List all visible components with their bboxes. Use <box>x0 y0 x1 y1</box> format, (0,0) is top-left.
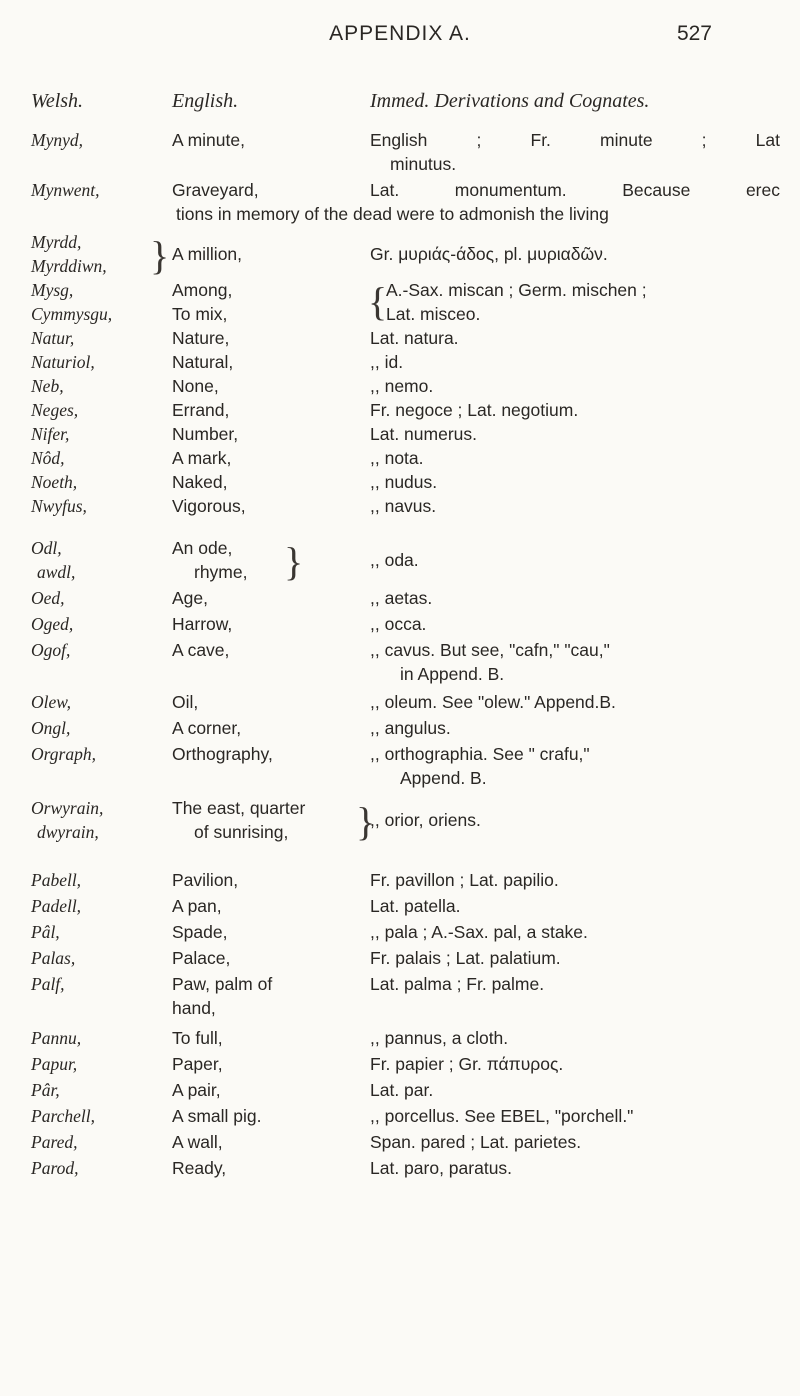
english-meaning: A small pig. <box>172 1106 262 1126</box>
english-meaning: Errand, <box>172 400 230 420</box>
english-meaning: Spade, <box>172 922 228 942</box>
english-meaning: The east, quarter of sunrising, <box>172 798 306 842</box>
derivation-continuation: tions in memory of the dead were to admonish the living <box>176 204 609 224</box>
derivation-text: Lat. palma ; Fr. palme. <box>370 974 545 994</box>
welsh-word: Nôd, <box>31 448 65 468</box>
entry-row <box>0 1130 800 1156</box>
welsh-word: Parchell, <box>31 1106 95 1126</box>
english-meaning: Graveyard, <box>172 180 259 200</box>
welsh-word: Pabell, <box>31 870 82 890</box>
english-meaning: A wall, <box>172 1132 223 1152</box>
entry-row <box>0 278 800 326</box>
entry-row <box>0 1104 800 1130</box>
derivation-text: Lat. patella. <box>370 896 461 916</box>
welsh-word: Mynwent, <box>31 180 100 200</box>
welsh-word: Ogof, <box>31 640 71 660</box>
derivation-text: English ; Fr. minute ; Lat minutus. <box>370 130 780 174</box>
english-column-heading: English. <box>172 90 239 112</box>
english-meaning: Paper, <box>172 1054 223 1074</box>
welsh-word: Nwyfus, <box>31 496 87 516</box>
page-number: 527 <box>676 22 712 45</box>
brace-glyph: } <box>150 233 170 278</box>
english-meaning: Ready, <box>172 1158 227 1178</box>
entry-row <box>0 638 800 690</box>
english-meaning: A pan, <box>172 896 222 916</box>
entry-row <box>0 868 800 894</box>
english-meaning: None, <box>172 376 219 396</box>
entry-row <box>0 972 800 1026</box>
english-meaning: Nature, <box>172 328 230 348</box>
entry-row <box>0 350 800 374</box>
welsh-column-heading: Welsh. <box>31 90 84 112</box>
derivation-text: Lat. numerus. <box>370 424 477 444</box>
derivation-text: Span. pared ; Lat. parietes. <box>370 1132 582 1152</box>
brace-glyph: { <box>368 279 388 324</box>
entry-row <box>0 716 800 742</box>
entry-row <box>0 1052 800 1078</box>
entry-row <box>0 422 800 446</box>
welsh-word: Odl, awdl, <box>31 538 76 582</box>
entry-row <box>0 612 800 638</box>
welsh-word: Mysg, Cymmysgu, <box>31 280 113 324</box>
english-meaning: Orthography, <box>172 744 273 764</box>
derivation-text: Lat. monumentum. Because erec <box>370 180 780 200</box>
derivation-text: ,, orthographia. See " crafu," Append. B. <box>370 744 590 788</box>
welsh-word: Pannu, <box>31 1028 82 1048</box>
derivation-text: Fr. papier ; Gr. πάπυρος. <box>370 1054 564 1074</box>
welsh-word: Parod, <box>31 1158 79 1178</box>
entry-row <box>0 586 800 612</box>
derivation-text: ,, occa. <box>370 614 427 634</box>
derivation-text: ,, orior, oriens. <box>370 810 481 830</box>
english-meaning: Number, <box>172 424 239 444</box>
page-title: APPENDIX A. <box>329 22 471 45</box>
derivation-text: ,, oleum. See "olew." Append.B. <box>370 692 616 712</box>
english-meaning: Palace, <box>172 948 231 968</box>
derivation-text: Lat. natura. <box>370 328 459 348</box>
entry-row <box>0 742 800 796</box>
welsh-word: Nifer, <box>31 424 70 444</box>
derivation-text: A.-Sax. miscan ; Germ. mischen ; Lat. misceo. <box>386 280 647 324</box>
entry-row <box>0 230 800 278</box>
english-meaning: Natural, <box>172 352 234 372</box>
welsh-word: Myrdd, Myrddiwn, <box>31 232 107 276</box>
entry-row <box>0 796 800 868</box>
entry-row <box>0 398 800 422</box>
welsh-word: Pâl, <box>31 922 60 942</box>
welsh-word: Padell, <box>31 896 82 916</box>
english-meaning: A pair, <box>172 1080 221 1100</box>
derivation-text: ,, nemo. <box>370 376 434 396</box>
welsh-word: Neb, <box>31 376 64 396</box>
page-header <box>0 22 800 58</box>
derivation-text: ,, angulus. <box>370 718 451 738</box>
derivation-text: ,, aetas. <box>370 588 433 608</box>
column-headings <box>0 90 800 118</box>
welsh-word: Palas, <box>31 948 76 968</box>
entry-row <box>0 470 800 494</box>
entry-row <box>0 1156 800 1182</box>
entry-row <box>0 894 800 920</box>
entry-row <box>0 920 800 946</box>
welsh-word: Olew, <box>31 692 72 712</box>
derivation-text: Lat. par. <box>370 1080 434 1100</box>
english-meaning: Among, To mix, <box>172 280 233 324</box>
entry-row <box>0 1078 800 1104</box>
brace-glyph: } <box>356 799 376 844</box>
english-meaning: Oil, <box>172 692 199 712</box>
english-meaning: A corner, <box>172 718 242 738</box>
entry-row <box>0 690 800 716</box>
welsh-word: Oed, <box>31 588 65 608</box>
welsh-word: Neges, <box>31 400 79 420</box>
welsh-word: Oged, <box>31 614 74 634</box>
english-meaning: To full, <box>172 1028 223 1048</box>
entry-row <box>0 494 800 536</box>
english-meaning: An ode, rhyme, <box>172 538 248 582</box>
entry-row <box>0 178 800 230</box>
entry-row <box>0 446 800 470</box>
welsh-word: Natur, <box>31 328 75 348</box>
welsh-word: Naturiol, <box>31 352 95 372</box>
welsh-word: Mynyd, <box>31 130 83 150</box>
welsh-word: Palf, <box>31 974 65 994</box>
entry-row <box>0 1026 800 1052</box>
derivation-text: ,, pala ; A.-Sax. pal, a stake. <box>370 922 588 942</box>
english-meaning: A million, <box>172 244 243 264</box>
entry-row <box>0 946 800 972</box>
english-meaning: Vigorous, <box>172 496 246 516</box>
welsh-word: Orwyrain, dwyrain, <box>31 798 104 842</box>
english-meaning: Naked, <box>172 472 228 492</box>
glossary-entries <box>0 128 800 1182</box>
entry-row <box>0 326 800 350</box>
welsh-word: Pared, <box>31 1132 78 1152</box>
entry-row <box>0 128 800 178</box>
derivation-text: ,, id. <box>370 352 404 372</box>
entry-row <box>0 536 800 586</box>
derivation-text: ,, cavus. But see, "cafn," "cau," in Append. B. <box>370 640 610 684</box>
derivations-column-heading: Immed. Derivations and Cognates. <box>370 90 650 112</box>
english-meaning: Harrow, <box>172 614 233 634</box>
welsh-word: Pâr, <box>31 1080 60 1100</box>
derivation-text: ,, porcellus. See EBEL, "porchell." <box>370 1106 634 1126</box>
english-meaning: A cave, <box>172 640 230 660</box>
derivation-text: ,, navus. <box>370 496 437 516</box>
welsh-word: Ongl, <box>31 718 71 738</box>
english-meaning: A mark, <box>172 448 232 468</box>
welsh-word: Noeth, <box>31 472 78 492</box>
english-meaning: Pavilion, <box>172 870 239 890</box>
derivation-text: Lat. paro, paratus. <box>370 1158 513 1178</box>
derivation-text: ,, pannus, a cloth. <box>370 1028 509 1048</box>
derivation-text: Fr. pavillon ; Lat. papilio. <box>370 870 559 890</box>
english-meaning: Age, <box>172 588 208 608</box>
derivation-text: Fr. negoce ; Lat. negotium. <box>370 400 579 420</box>
entry-row <box>0 374 800 398</box>
derivation-text: ,, oda. <box>370 550 419 570</box>
english-meaning: A minute, <box>172 130 245 150</box>
derivation-text: ,, nota. <box>370 448 424 468</box>
brace-glyph: } <box>284 539 304 584</box>
welsh-word: Orgraph, <box>31 744 96 764</box>
derivation-text: Fr. palais ; Lat. palatium. <box>370 948 561 968</box>
derivation-text: ,, nudus. <box>370 472 438 492</box>
derivation-text: Gr. μυριάς-άδος, pl. μυριαδῶν. <box>370 244 608 264</box>
english-meaning: Paw, palm of hand, <box>172 974 273 1018</box>
welsh-word: Papur, <box>31 1054 78 1074</box>
